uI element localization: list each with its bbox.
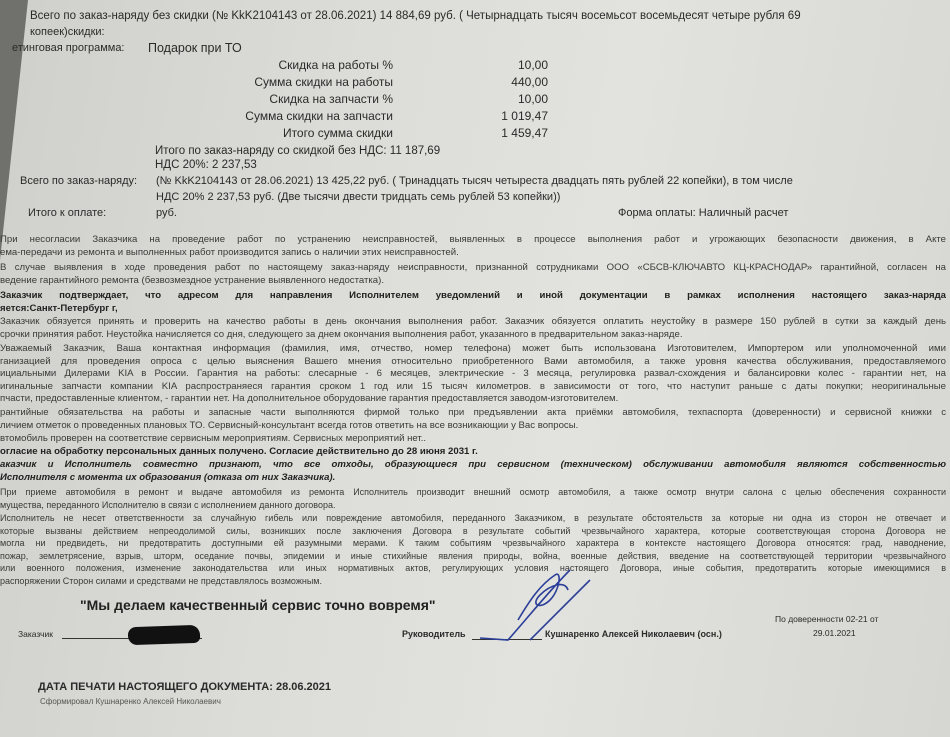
discount-value: 10,00 xyxy=(517,58,548,72)
paragraph-line: ведение гарантийного ремонта (безвозмездное устранение выявленного недостатка). xyxy=(0,274,385,286)
paragraph-line: ема-передачи из ремонта и выполненных работ производится запись о наличии этих неисправностей. xyxy=(0,246,459,258)
paragraph-line: Исполнителя с момента их образования (отказа от них Заказчика). xyxy=(0,471,336,483)
paragraph-line: Заказчик подтверждает, что адресом для направления Исполнителем уведомлений и иной документации в рамках исполнения настоящего заказ-наряда xyxy=(0,290,946,301)
paragraph-line: игинальные запчасти компании KIA распространяеся гарантия сроком 1 год или 15 тысяч километров. в зависимости от того, что наступит раньше с даты покупки; неоригинальные xyxy=(0,380,946,392)
signature-image xyxy=(470,560,610,645)
proxy-line2: 29.01.2021 xyxy=(813,628,856,638)
discount-label: Сумма скидки на запчасти xyxy=(245,109,393,123)
to-pay-value: руб. xyxy=(156,207,177,219)
terms-paragraph xyxy=(0,290,946,315)
paragraph-line: пожар, землетрясение, взрыв, шторм, оседание почвы, эпидемии и иные стихийные явления природы, война, военные действия, введение на соответствующей территории чрезвычайного xyxy=(0,550,946,561)
paragraph-line: которые вызваны действием непреодолимой силы, возникших после заключения Договора в результате событий чрезвычайного характера, которые соответствующая сторона Договора не xyxy=(0,525,946,536)
print-date: ДАТА ПЕЧАТИ НАСТОЯЩЕГО ДОКУМЕНТА: 28.06.2021 xyxy=(38,681,332,693)
paragraph-line: или военного положения, изменение законодательства или иных нормативных актов, регулирующих условия настоящего Договора, иные события, предотвратить которые имеющимися в xyxy=(0,563,946,573)
paragraph-line: ициальными Дилерами KIA в России. Гарантия на работы: слесарные - 6 месяцев, электрические - 3 месяца, регулировка развал-схождения и балансировки колес - гарантии нет, на xyxy=(0,368,946,379)
customer-label: Заказчик xyxy=(18,629,53,639)
paragraph-line: яется:Санкт-Петербург г, xyxy=(0,302,118,314)
discount-value: 10,00 xyxy=(517,92,548,106)
discount-value: 1 019,47 xyxy=(501,109,548,123)
paragraph-line: Заказчик обязуется принять и проверить на качество работы в день окончания выполнения работ. Заказчик обязуется оплатить неустойку в размере 150 рублей в сутки за каждый день xyxy=(0,316,946,327)
discount-value: 1 459,47 xyxy=(501,126,548,140)
discount-label: Итого сумма скидки xyxy=(282,126,393,140)
terms-paragraph xyxy=(0,446,946,459)
paragraph-line: аказчик и Исполнитель совместно признают, что все отходы, образующиеся при сервисном (техническом) обслуживании автомобиля являются собственностью xyxy=(0,459,946,470)
terms-paragraph xyxy=(0,343,946,406)
paragraph-line: рантийные обязательства на работы и запасные части выполняются фирмой только при предъявлении акта приёмки автомобиля, техпаспорта (доверенности) и сервисной книжки с xyxy=(0,407,946,418)
paragraph-line: мущества, переданного Исполнителю в связи с исполнением данного договора. xyxy=(0,499,336,510)
total-without-discount: Всего по заказ-наряду без скидки (№ KkK2104143 от 28.06.2021) 14 884,69 руб. ( Четырнадцать тысяч восемьсот восемьдесят четыре рубля 69 xyxy=(30,10,801,22)
vat-amount: НДС 20%: 2 237,53 xyxy=(155,159,257,171)
customer-name-redaction xyxy=(128,625,201,646)
payment-form: Форма оплаты: Наличный расчет xyxy=(618,207,789,219)
paragraph-line: втомобиль проверен на соответствие сервисным мероприятиям. Сервисных мероприятий нет.. xyxy=(0,433,427,444)
page-shadow-corner xyxy=(0,0,28,260)
paragraph-line: В случае выявления в ходе проведения работ по настоящему заказ-наряду неисправности, признанной сотрудниками ООО «СБСВ-КЛЮЧАВТО КЦ-КРАСНОДАР» гарантийной, согласен на xyxy=(0,262,946,273)
paragraph-line: При несогласии Заказчика на проведение работ по устранению неисправностей, выявленных в процессе выполнения работ и угрожающих безопасности движения, в Акте xyxy=(0,234,946,245)
paragraph-line: Уважаемый Заказчик, Ваша контактная информация (фамилия, имя, отчество, номер телефона) может быть использована Изготовителем, Импортером или уполномоченной ими xyxy=(0,343,946,354)
paragraph-line: личием отметок о проведенных плановых ТО. Сервисный-консультант всегда готов ответить на все возникающии у Вас вопросы. xyxy=(0,419,579,431)
paragraph-line: огласие на обработку персональных данных получено. Согласие действительно до 28 июня 2031 г. xyxy=(0,446,478,457)
discount-label: Сумма скидки на работы xyxy=(254,75,393,89)
paragraph-line: срочки принятия работ. Неустойка начисляется со дня, следующего за днем окончания выполнения работ, указанного в предварительном заказ-наряде. xyxy=(0,328,683,340)
discount-value: 440,00 xyxy=(511,75,548,89)
paragraph-line: пчасти, предоставленные клиентом, - гарантии нет. На дополнительное оборудование гарантия предоставляется заводом-изготовителем. xyxy=(0,393,619,404)
total-without-discount-cont: копеек)скидки: xyxy=(30,26,105,38)
manager-name: Кушнаренко Алексей Николаевич (осн.) xyxy=(545,629,722,639)
terms-paragraph xyxy=(0,486,946,511)
grand-total-line2: НДС 20% 2 237,53 руб. (Две тысячи двести тридцать семь рублей 53 копейки)) xyxy=(156,191,561,203)
discount-label: Скидка на работы % xyxy=(278,58,393,72)
terms-paragraph xyxy=(0,433,946,446)
terms-paragraph xyxy=(0,316,946,341)
to-pay-label: Итого к оплате: xyxy=(28,207,107,219)
formed-by: Сформировал Кушнаренко Алексей Николаевич xyxy=(40,697,221,706)
total-with-discount: Итого по заказ-наряду со скидкой без НДС: 11 187,69 xyxy=(155,145,441,157)
manager-label: Руководитель xyxy=(402,629,466,639)
paragraph-line: могла ни предвидеть, ни предотвратить доступными ей разумными мерами. К таким событиям чрезвычайного характера в контексте настоящего Договора относятся: град, наводнение, xyxy=(0,538,946,548)
program-value: Подарок при ТО xyxy=(148,41,242,55)
discount-label: Скидка на запчасти % xyxy=(269,92,393,106)
terms-paragraph xyxy=(0,234,946,259)
terms-paragraph xyxy=(0,459,946,484)
paragraph-line: распоряжении Сторон силами и средствами не представлялось возможным. xyxy=(0,575,322,586)
proxy-line1: По доверенности 02-21 от xyxy=(775,614,879,624)
terms-paragraph xyxy=(0,407,946,432)
paragraph-line: ганизацией для проведения опроса с целью выяснения Вашего мнения относительно приобретенного Вами автомобиля, а также уровня качества обслуживания, предоставляемого xyxy=(0,355,946,367)
paragraph-line: При приеме автомобиля в ремонт и выдаче автомобиля из ремонта Исполнитель производит внешний осмотр автомобиля, а также осмотр внутри салона с целью обеспечения сохранности xyxy=(0,487,946,497)
grand-total-label: Всего по заказ-наряду: xyxy=(20,175,138,187)
program-label: етинговая программа: xyxy=(12,42,125,54)
grand-total-line1: (№ KkK2104143 от 28.06.2021) 13 425,22 руб. ( Тринадцать тысяч четыреста двадцать пять рублей 22 копейки), в том числе xyxy=(156,175,793,187)
terms-paragraph xyxy=(0,262,946,287)
slogan: "Мы делаем качественный сервис точно вовремя" xyxy=(80,597,436,613)
paragraph-line: Исполнитель не несет ответственности за случайную гибель или повреждение автомобиля, переданного Заказчиком, в результате обстоятельств за которые ни одна из сторон не отвечает и xyxy=(0,513,946,523)
